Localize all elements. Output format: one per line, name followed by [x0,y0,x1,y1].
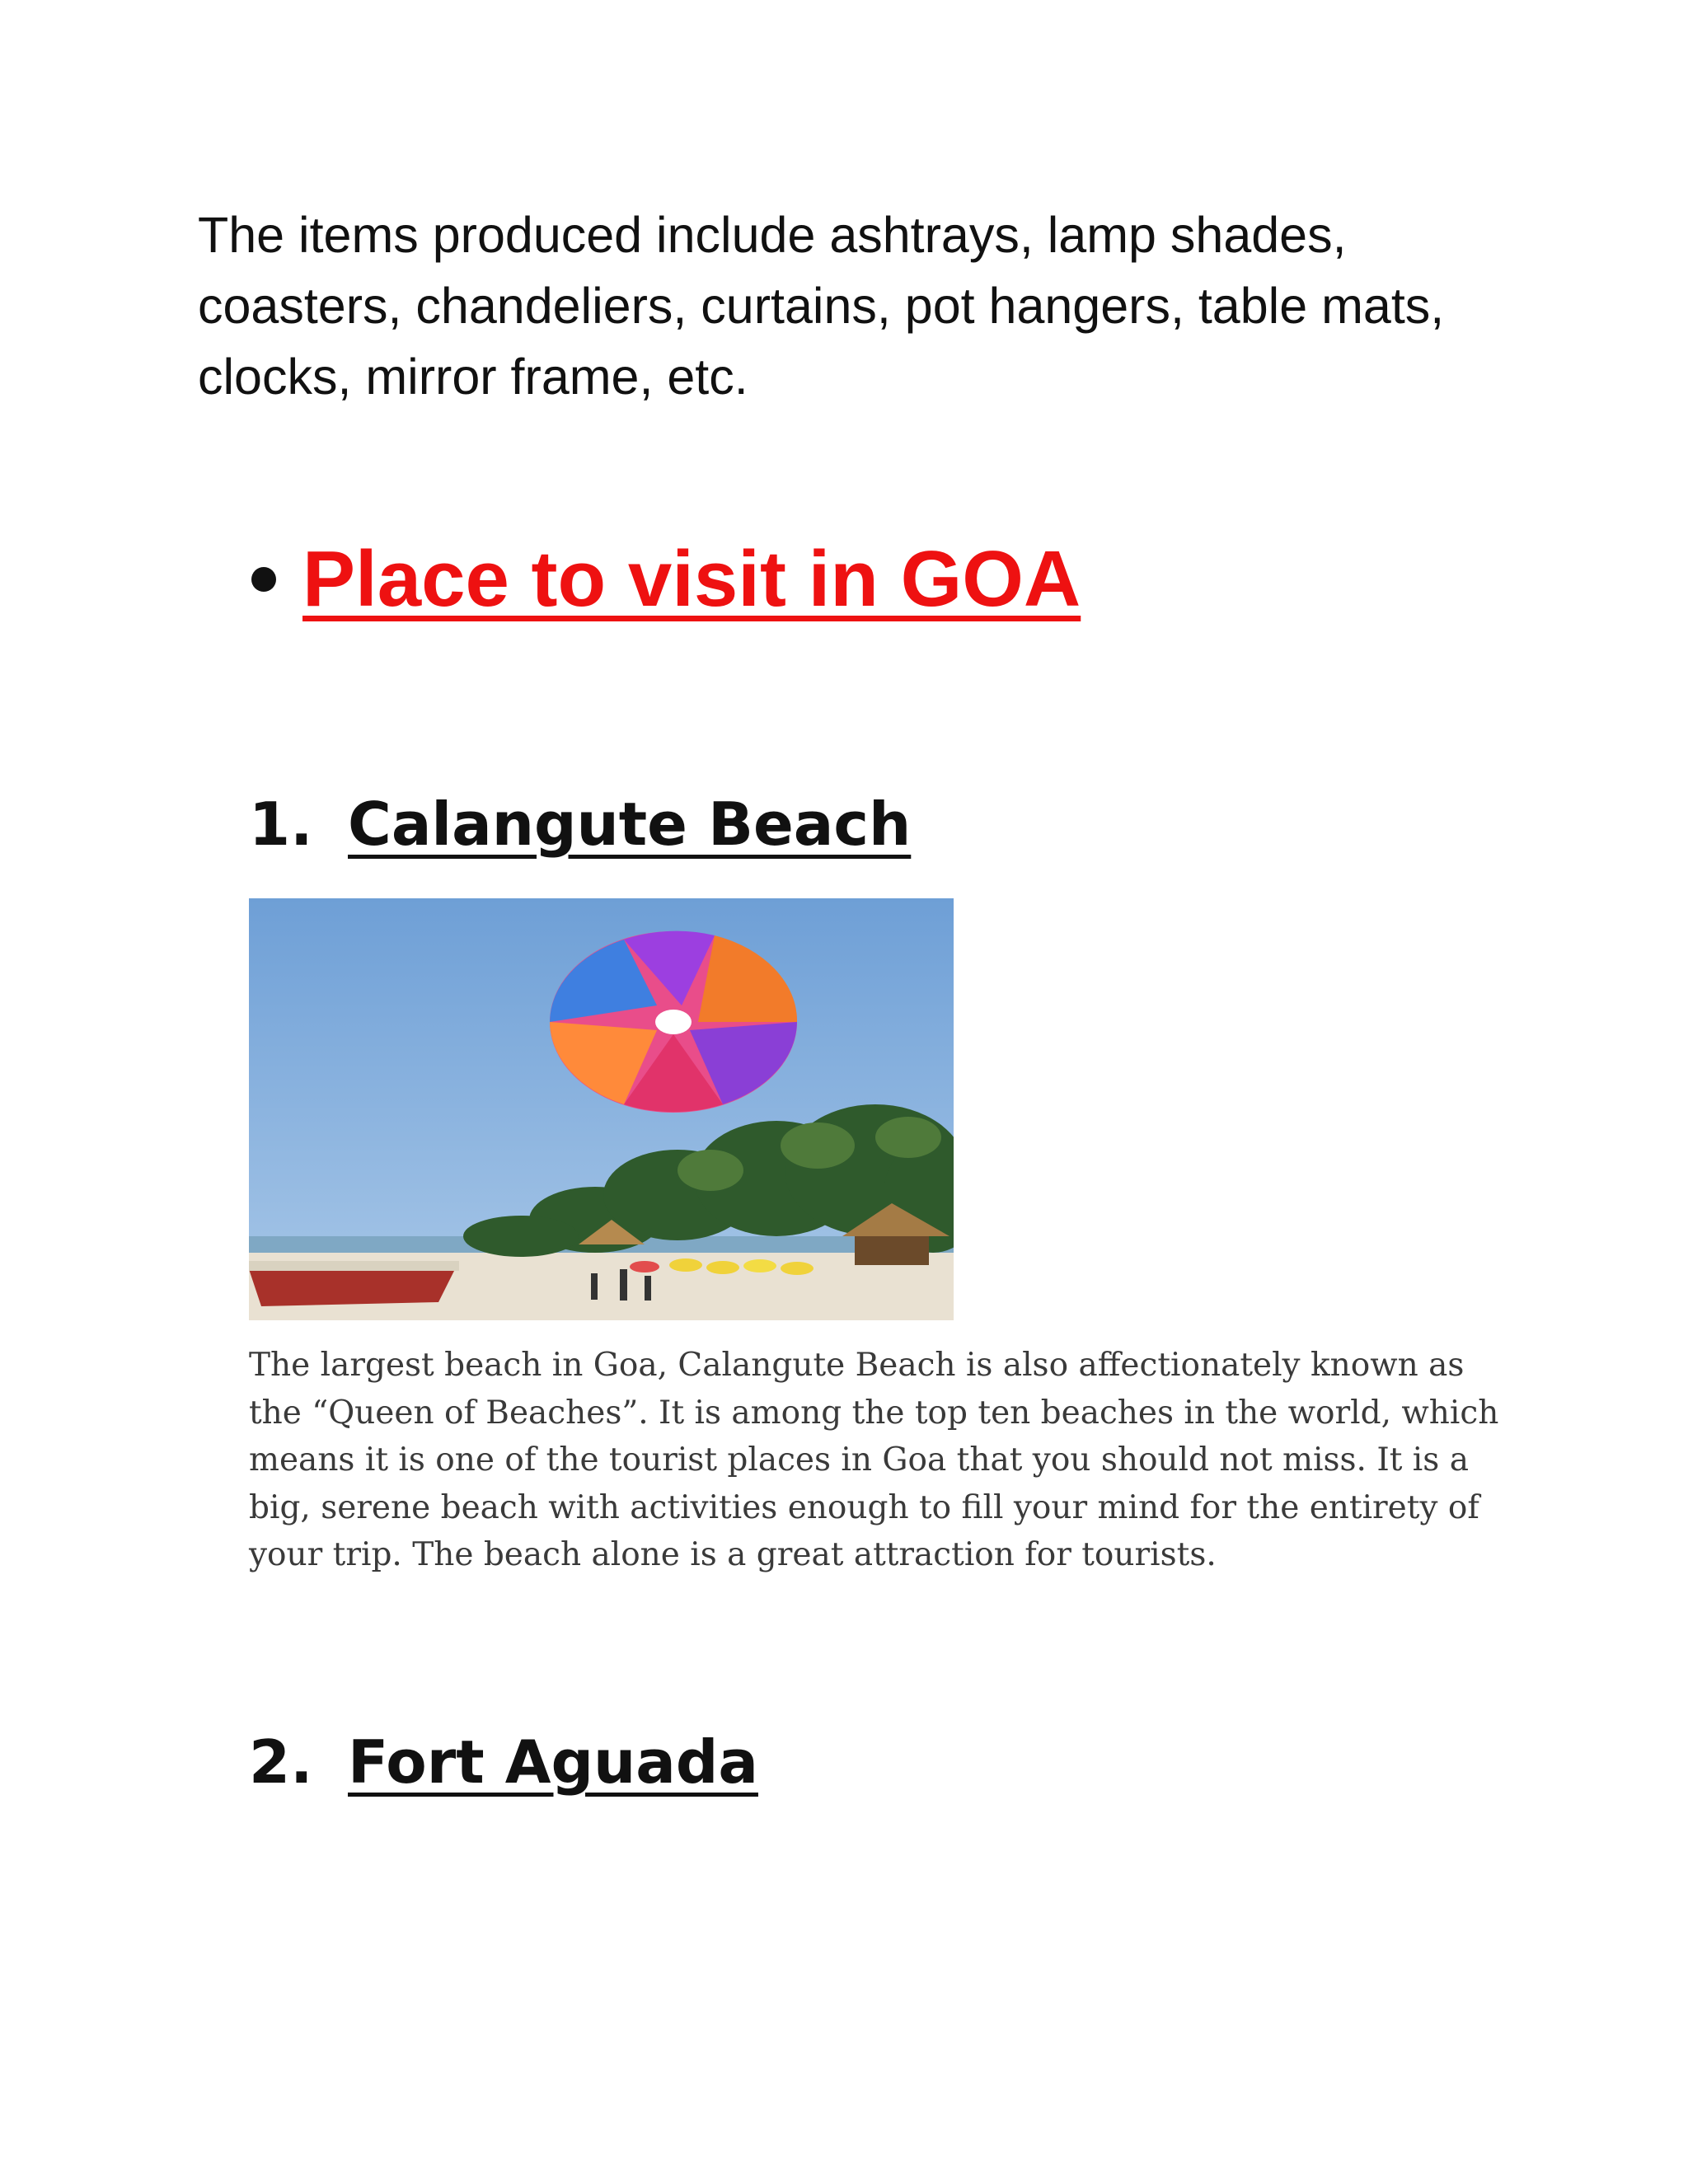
parasail-beach-image [249,898,954,1320]
place-1-title [249,787,911,861]
place-1-number: 1. [249,790,313,859]
section-heading-label: Place to visit in GOA [302,535,1081,623]
bullet-icon [251,567,276,592]
calangute-beach-photo [249,898,954,1320]
place-1-description: The largest beach in Goa, Calangute Beach is also affectionately known as the “Queen of Beaches”. It is among the top ten beaches in the world, which means it is one of the tourist places in Goa that you should not miss. It is a big, serene beach with activities enough to fill your mind for the entirety of your trip. The beach alone is a great attraction for tourists. [249,1347,1499,1573]
place-1-name: Calangute Beach [348,790,912,859]
place-2-number: 2. [249,1727,313,1797]
intro-paragraph: The items produced include ashtrays, lamp shades, coasters, chandeliers, curtains, pot hangers, table mats, clocks, mirror frame, etc. [198,207,1445,405]
place-2-name: Fort Aguada [348,1727,758,1797]
place-2-title [249,1725,758,1799]
section-heading [251,534,1081,625]
